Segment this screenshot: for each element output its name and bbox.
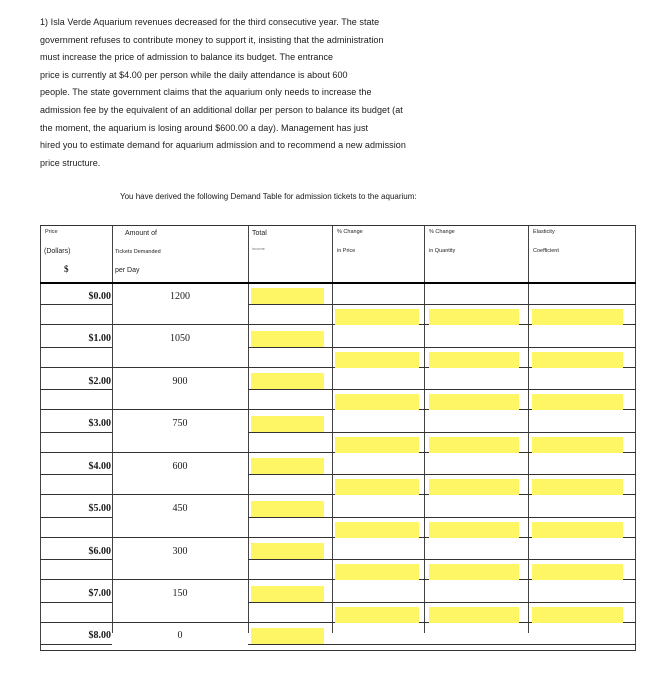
quantity-cell: 150 <box>172 588 188 599</box>
amount-header: Amount of <box>125 230 157 237</box>
pct-change-price-cell[interactable] <box>335 607 419 623</box>
pct-change-quantity-cell[interactable] <box>429 564 519 580</box>
col-divider <box>248 225 249 633</box>
problem-statement <box>40 14 500 172</box>
total-income-cell[interactable] <box>251 543 324 559</box>
problem-line: hired you to estimate demand for aquarium admission and to recommend a new admission <box>40 140 406 151</box>
quantity-cell: 450 <box>172 503 188 514</box>
price-cell: $5.00 <box>88 503 111 514</box>
row-rule <box>248 559 636 560</box>
pct-change-quantity-cell[interactable] <box>429 479 519 495</box>
quantity-cell: 1200 <box>170 291 190 302</box>
elasticity-coefficient-cell[interactable] <box>532 394 623 410</box>
total-income-cell[interactable] <box>251 586 324 602</box>
price-cell: $0.00 <box>88 291 111 302</box>
row-rule <box>248 474 636 475</box>
elasticity-coefficient-cell[interactable] <box>532 437 623 453</box>
pct-change-price-cell[interactable] <box>335 564 419 580</box>
total-income-cell[interactable] <box>251 628 324 644</box>
pct-change-price-cell[interactable] <box>335 479 419 495</box>
elasticity-coefficient-cell[interactable] <box>532 352 623 368</box>
dollar-sign-header: $ <box>64 264 69 274</box>
price-cell: $4.00 <box>88 461 111 472</box>
total-income-cell[interactable] <box>251 501 324 517</box>
in-quantity-header: in Quantity <box>429 248 456 254</box>
pct-change-price-cell[interactable] <box>335 394 419 410</box>
col-divider <box>528 225 529 633</box>
row-rule <box>248 347 636 348</box>
header-rule <box>40 282 636 284</box>
col-divider <box>332 225 333 633</box>
total-income-cell[interactable] <box>251 331 324 347</box>
pct-change-price-cell[interactable] <box>335 352 419 368</box>
problem-line: the moment, the aquarium is losing around $600.00 a day). Management has just <box>40 122 369 133</box>
price-unit-header: (Dollars) <box>44 248 71 255</box>
problem-line: admission fee by the equivalent of an additional dollar per person to balance its budget (at <box>40 104 403 115</box>
price-header: Price <box>45 229 58 235</box>
problem-line: people. The state government claims that the aquarium only needs to increase the <box>40 87 372 98</box>
pct-change-quantity-cell[interactable] <box>429 607 519 623</box>
income-header: income <box>252 246 265 251</box>
pct-quantity-header: % Change <box>429 229 455 235</box>
coefficient-header: Coefficient <box>533 248 559 254</box>
col-divider <box>635 225 636 651</box>
pct-change-quantity-cell[interactable] <box>429 352 519 368</box>
table-bottom-border <box>40 650 636 651</box>
quantity-cell: 600 <box>172 461 188 472</box>
total-header: Total <box>252 230 267 237</box>
price-cell: $8.00 <box>88 630 111 641</box>
quantity-cell: 900 <box>172 376 188 387</box>
row-rule <box>248 602 636 603</box>
row-rule <box>40 304 112 305</box>
total-income-cell[interactable] <box>251 416 324 432</box>
pct-change-price-cell[interactable] <box>335 522 419 538</box>
elasticity-coefficient-cell[interactable] <box>532 564 623 580</box>
row-rule <box>248 432 636 433</box>
quantity-cell: 750 <box>172 418 188 429</box>
row-rule <box>248 389 636 390</box>
tickets-header: Tickets Demanded <box>115 249 161 255</box>
row-rule <box>40 602 112 603</box>
col-divider <box>424 225 425 633</box>
elasticity-coefficient-cell[interactable] <box>532 479 623 495</box>
row-rule <box>40 559 112 560</box>
pct-change-price-cell[interactable] <box>335 309 419 325</box>
total-income-cell[interactable] <box>251 373 324 389</box>
price-cell: $1.00 <box>88 333 111 344</box>
elasticity-coefficient-cell[interactable] <box>532 607 623 623</box>
row-rule <box>40 474 112 475</box>
table-top-border <box>40 225 636 226</box>
pct-change-quantity-cell[interactable] <box>429 437 519 453</box>
total-income-cell[interactable] <box>251 288 324 304</box>
elasticity-coefficient-cell[interactable] <box>532 522 623 538</box>
elasticity-header: Elasticity <box>533 229 555 235</box>
table-caption: You have derived the following Demand Table for admission tickets to the aquarium: <box>120 192 417 201</box>
problem-line: 1) Isla Verde Aquarium revenues decreased for the third consecutive year. The state <box>40 17 380 27</box>
row-rule <box>40 347 112 348</box>
in-price-header: in Price <box>337 248 356 254</box>
elasticity-coefficient-cell[interactable] <box>532 309 623 325</box>
pct-change-quantity-cell[interactable] <box>429 522 519 538</box>
pct-change-quantity-cell[interactable] <box>429 394 519 410</box>
problem-line: government refuses to contribute money to support it, insisting that the administration <box>40 34 384 45</box>
quantity-cell: 0 <box>177 630 183 641</box>
price-cell: $3.00 <box>88 418 111 429</box>
total-income-cell[interactable] <box>251 458 324 474</box>
pct-price-header: % Change <box>337 229 363 235</box>
price-cell: $6.00 <box>88 546 111 557</box>
pct-change-quantity-cell[interactable] <box>429 309 519 325</box>
problem-line: price structure. <box>40 157 101 168</box>
row-rule <box>40 389 112 390</box>
quantity-cell: 1050 <box>170 333 190 344</box>
pct-change-price-cell[interactable] <box>335 437 419 453</box>
per-day-header: per Day <box>115 267 140 274</box>
row-rule <box>40 517 112 518</box>
row-rule <box>40 432 112 433</box>
price-cell: $2.00 <box>88 376 111 387</box>
row-rule <box>248 304 636 305</box>
col-divider <box>112 225 113 633</box>
row-rule <box>248 517 636 518</box>
row-rule <box>40 644 112 645</box>
row-rule <box>248 644 636 645</box>
problem-line: must increase the price of admission to balance its budget. The entrance <box>40 52 334 63</box>
problem-line: price is currently at $4.00 per person while the daily attendance is about 600 <box>40 69 348 80</box>
quantity-cell: 300 <box>172 546 188 557</box>
price-cell: $7.00 <box>88 588 111 599</box>
